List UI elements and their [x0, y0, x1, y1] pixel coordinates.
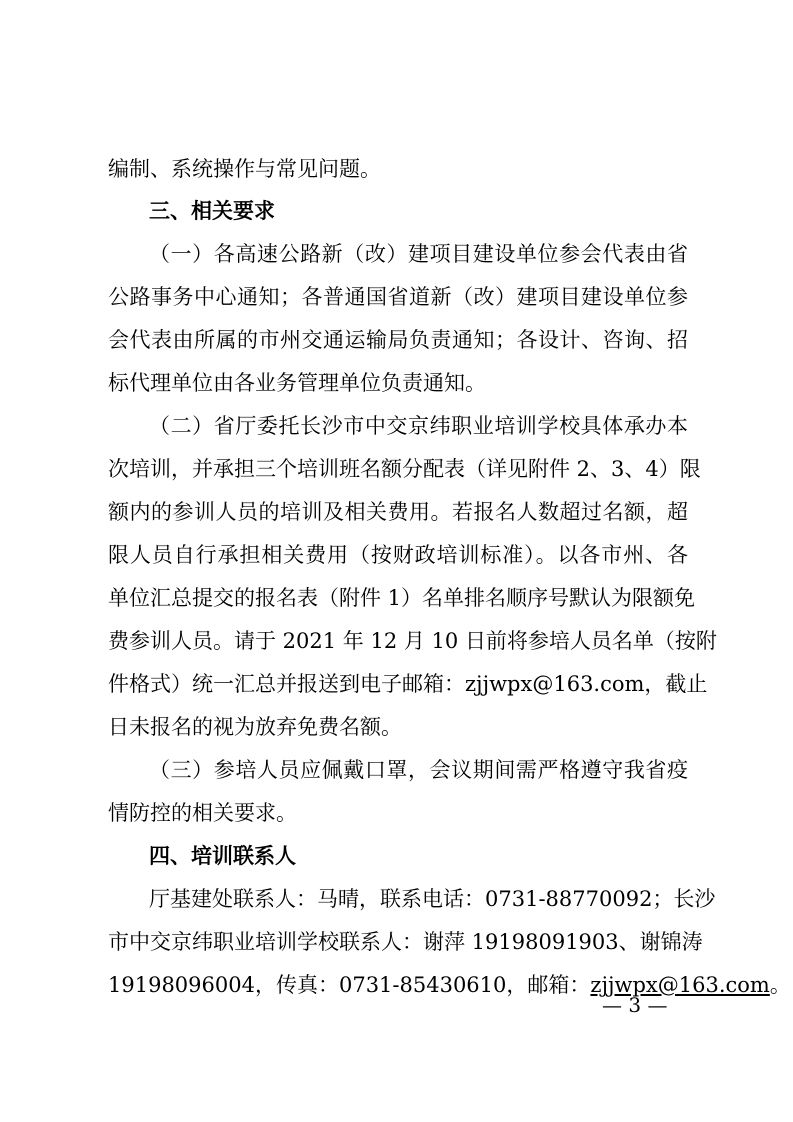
contact-text: 19198096004，传真：0731-85430610，邮箱： [108, 973, 591, 997]
text-line: 日未报名的视为放弃免费名额。 [108, 715, 402, 739]
page-number: — 3 — [602, 993, 668, 1017]
text-line: 次培训，并承担三个培训班名额分配表（详见附件 2、3、4）限 [108, 457, 701, 481]
punctuation: 。 [769, 973, 791, 997]
section-heading-requirements: 三、相关要求 [149, 199, 275, 223]
text-line: 限人员自行承担相关费用（按财政培训标准）。以各市州、各 [108, 543, 688, 567]
text-line: 厅基建处联系人：马晴，联系电话：0731-88770092；长沙 [149, 887, 716, 911]
email-link[interactable]: zjjwpx@163.com [590, 973, 770, 997]
text-line: 编制、系统操作与常见问题。 [108, 157, 381, 181]
text-line: 费参训人员。请于 2021 年 12 月 10 日前将参培人员名单（按附 [108, 629, 717, 653]
text-line: 市中交京纬职业培训学校联系人：谢萍 19198091903、谢锦涛 [108, 930, 703, 954]
text-line: （一）各高速公路新（改）建项目建设单位参会代表由省 [149, 242, 688, 266]
text-line: 公路事务中心通知；各普通国省道新（改）建项目建设单位参 [108, 285, 688, 309]
text-line: 情防控的相关要求。 [108, 801, 297, 825]
text-line: 标代理单位由各业务管理单位负责通知。 [108, 371, 486, 395]
text-line: （二）省厅委托长沙市中交京纬职业培训学校具体承办本 [149, 414, 688, 438]
section-heading-contacts: 四、培训联系人 [149, 844, 296, 868]
text-line: 会代表由所属的市州交通运输局负责通知；各设计、咨询、招 [108, 328, 688, 352]
text-line-contact [108, 967, 791, 1003]
text-line: 件格式）统一汇总并报送到电子邮箱：zjjwpx@163.com，截止 [108, 672, 708, 696]
text-line: 单位汇总提交的报名表（附件 1）名单排名顺序号默认为限额免 [108, 586, 696, 610]
text-line: 额内的参训人员的培训及相关费用。若报名人数超过名额，超 [108, 500, 688, 524]
text-line: （三）参培人员应佩戴口罩，会议期间需严格遵守我省疫 [149, 758, 688, 782]
